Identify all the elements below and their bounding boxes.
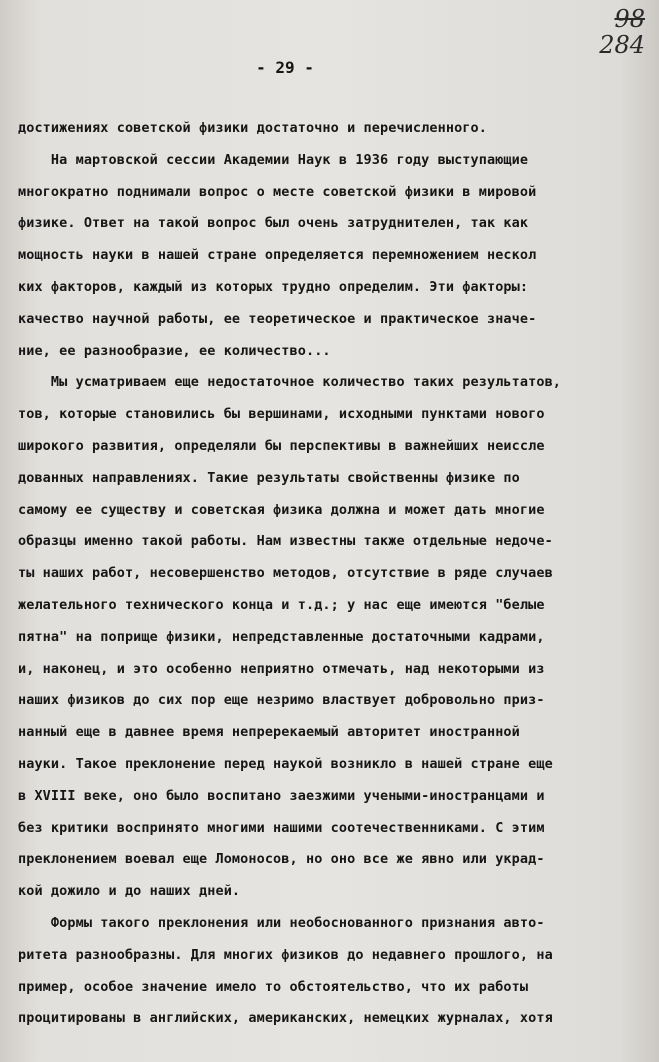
text-line: наших физиков до сих пор еще незримо властвует добровольно приз- [18,692,545,709]
text-line: кой дожило и до наших дней. [18,883,241,900]
text-line: преклонением воевал еще Ломоносов, но оно все же явно или украд- [18,851,545,868]
text-line: пример, особое значение имело то обстоятельство, что их работы [18,978,529,995]
text-line: На мартовской сессии Академии Наук в 1936 году выступающие [18,151,529,168]
text-line: процитированы в английских, американских, немецких журналах, хотя [18,1010,553,1027]
typewritten-body [18,113,658,1035]
text-line: Формы такого преклонения или необоснованного признания авто- [18,914,545,931]
text-line: достижениях советской физики достаточно и перечисленного. [18,120,487,136]
page-number: - 29 - [256,58,314,77]
text-line: самому ее существу и советская физика должна и может дать многие [18,501,545,518]
text-line: образцы именно такой работы. Нам известны также отдельные недоче- [18,533,553,550]
text-line: и, наконец, и это особенно неприятно отмечать, над некоторыми из [18,660,545,677]
text-line: без критики воспринято многими нашими соотечественниками. С этим [18,819,545,836]
text-line: Мы усматриваем еще недостаточное количество таких результатов, [18,374,562,391]
text-line: тов, которые становились бы вершинами, исходными пунктами нового [18,406,545,423]
text-line: желательного технического конца и т.д.; у нас еще имеются "белые [18,596,545,613]
text-line: ких факторов, каждый из которых трудно определим. Эти факторы: [18,278,529,295]
text-line: мощность науки в нашей стране определяется перемножением нескол [18,247,537,264]
archive-mark-new-number: 284 [599,31,645,59]
text-line: качество научной работы, ее теоретическое и практическое значе- [18,310,537,327]
text-line: науки. Такое преклонение перед наукой возникло в нашей стране еще [18,755,553,772]
text-line: пятна" на поприще физики, непредставленные достаточными кадрами, [18,628,545,645]
text-line: широкого развития, определяли бы перспективы в важнейших неиссле [18,437,545,454]
archive-handwritten-mark [599,6,645,58]
text-line: ние, ее разнообразие, ее количество... [18,342,331,359]
text-line: физике. Ответ на такой вопрос был очень затруднителен, так как [18,215,529,232]
text-line: дованных направлениях. Такие результаты свойственны физике по [18,469,520,486]
text-line: ритета разнообразны. Для многих физиков до недавнего прошлого, на [18,946,553,963]
archive-mark-old-number: 98 [614,5,645,33]
text-line: ты наших работ, несовершенство методов, отсутствие в ряде случаев [18,565,553,582]
text-line: нанный еще в давнее время непререкаемый авторитет иностранной [18,724,520,741]
text-line: в ХVIII веке, оно было воспитано заезжими учеными-иностранцами и [18,787,545,804]
text-line: многократно поднимали вопрос о месте советской физики в мировой [18,183,537,200]
